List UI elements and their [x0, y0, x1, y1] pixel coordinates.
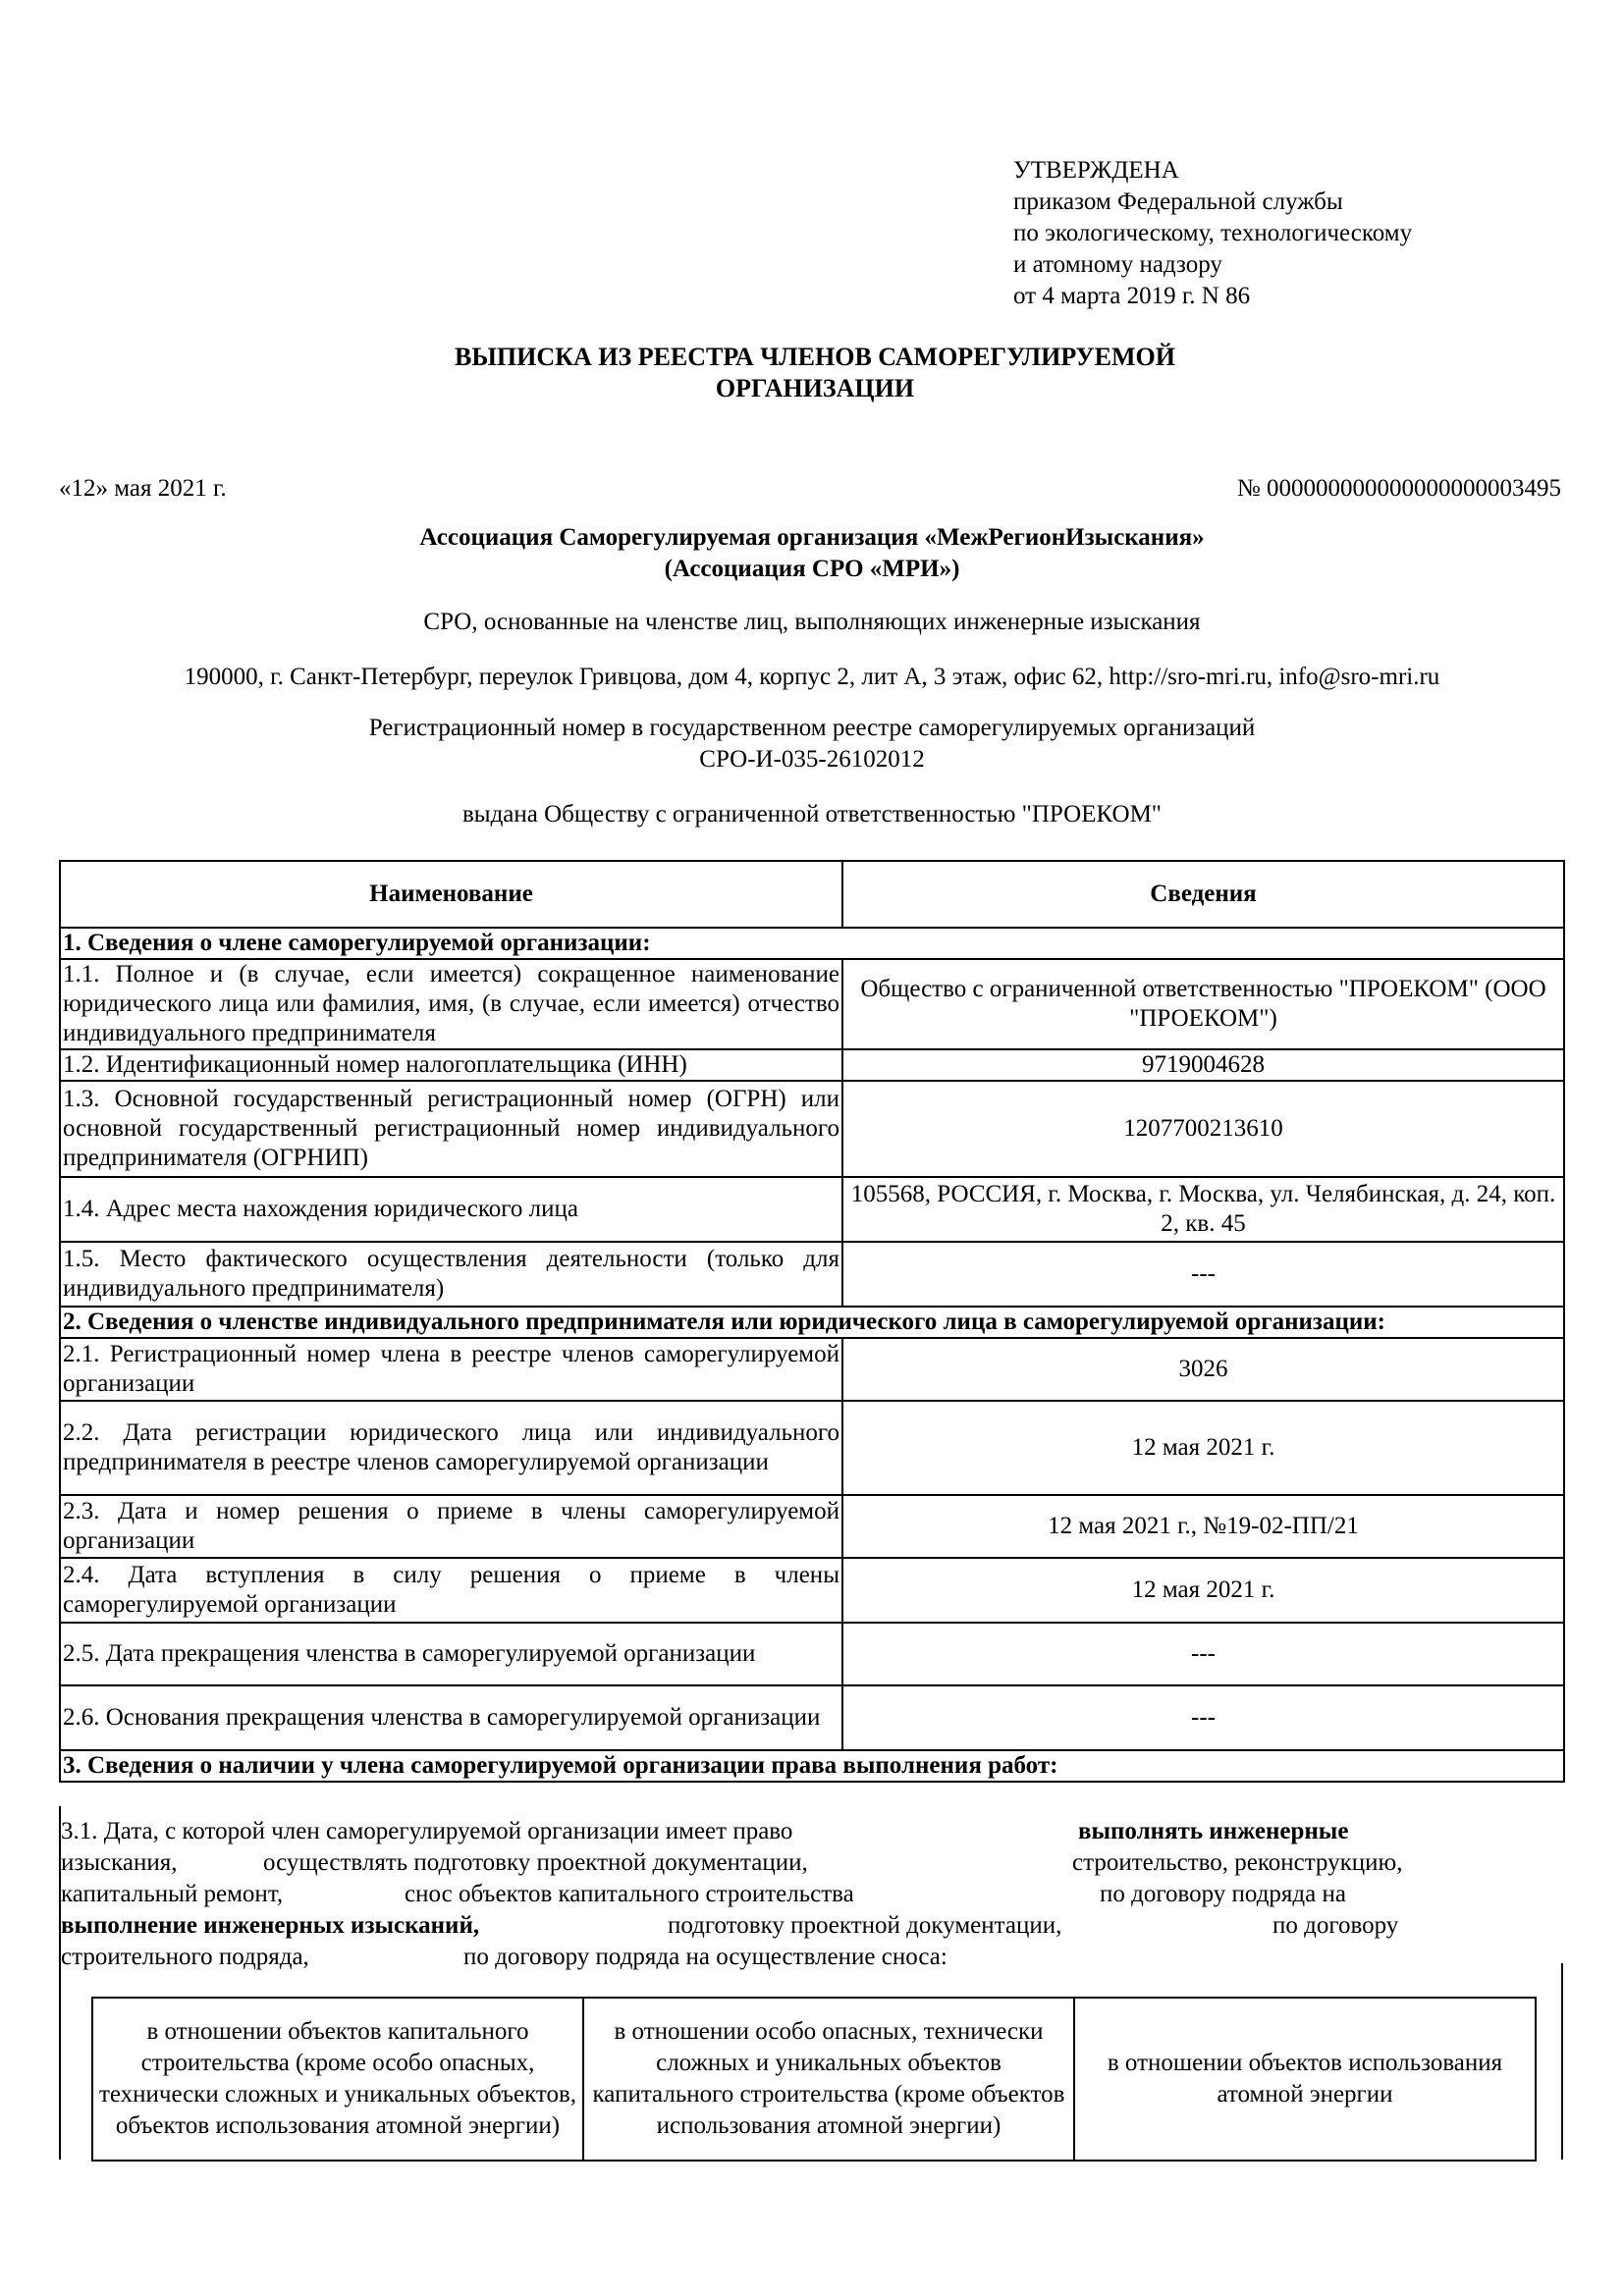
- para-text: осуществлять подготовку проектной документации,: [263, 1849, 808, 1876]
- table-header-row: [60, 861, 1564, 928]
- issue-info: [59, 473, 1561, 505]
- table-row: [60, 1049, 1564, 1081]
- para-text: снос объектов капитального строительства: [405, 1881, 854, 1907]
- para-bold-text: выполнение инженерных изысканий,: [61, 1912, 480, 1939]
- row-1-5-name: 1.5. Место фактического осуществления деятельности (только для индивидуального предпринимателя): [60, 1242, 842, 1307]
- row-2-3-value: 12 мая 2021 г., №19-02-ПП/21: [842, 1495, 1564, 1558]
- approval-line-4: и атомному надзору: [1013, 251, 1222, 278]
- table-row: [60, 1242, 1564, 1307]
- subtable-col-3: в отношении объектов использования атомной энергии: [1074, 1998, 1536, 2161]
- para-text: изыскания,: [61, 1849, 178, 1876]
- org-reg-number: СРО-И-035-26102012: [699, 746, 925, 773]
- row-1-4-value: 105568, РОССИЯ, г. Москва, г. Москва, ул. Челябинская, д. 24, коп. 2, кв. 45: [842, 1177, 1564, 1242]
- row-1-4-name: 1.4. Адрес места нахождения юридического лица: [60, 1177, 842, 1242]
- approval-line-1: УТВЕРЖДЕНА: [1013, 157, 1179, 184]
- org-short-name: (Ассоциация СРО «МРИ»): [664, 556, 960, 582]
- row-1-1-name: 1.1. Полное и (в случае, если имеется) сокращенное наименование юридического лица или фамилия, имя, (в случае, если имеется) отчество индивидуального предпринимателя: [60, 959, 842, 1049]
- para-text: строительство, реконструкцию,: [1072, 1849, 1403, 1876]
- table-row: [60, 1338, 1564, 1401]
- org-type: СРО, основанные на членстве лиц, выполняющих инженерные изыскания: [423, 609, 1201, 635]
- org-reg-label: Регистрационный номер в государственном реестре саморегулируемых организаций: [368, 715, 1256, 741]
- row-1-2-value: 9719004628: [842, 1049, 1564, 1081]
- right-border-line: [1561, 1963, 1563, 2160]
- table-row: [60, 1081, 1564, 1177]
- row-2-4-value: 12 мая 2021 г.: [842, 1558, 1564, 1623]
- row-2-2-value: 12 мая 2021 г.: [842, 1401, 1564, 1495]
- header-name: Наименование: [60, 861, 842, 928]
- row-2-1-name: 2.1. Регистрационный номер члена в реестре членов саморегулируемой организации: [60, 1338, 842, 1401]
- row-2-4-name: 2.4. Дата вступления в силу решения о приеме в члены саморегулируемой организации: [60, 1558, 842, 1623]
- table-row: [60, 1685, 1564, 1750]
- section-row: [60, 928, 1564, 959]
- para-text: по договору подряда на осуществление сноса:: [463, 1944, 947, 1970]
- table-row: [60, 1401, 1564, 1495]
- document-title: [295, 342, 1335, 404]
- row-2-5-name: 2.5. Дата прекращения членства в саморегулируемой организации: [60, 1623, 842, 1685]
- section-3-title: 3. Сведения о наличии у члена саморегулируемой организации права выполнения работ:: [60, 1750, 1564, 1782]
- row-1-3-name: 1.3. Основной государственный регистрационный номер (ОГРН) или основной государственный регистрационный номер индивидуального предпринимателя (ОГРНИП): [60, 1081, 842, 1177]
- approval-line-2: приказом Федеральной службы: [1013, 188, 1343, 215]
- row-2-6-name: 2.6. Основания прекращения членства в саморегулируемой организации: [60, 1685, 842, 1750]
- row-2-1-value: 3026: [842, 1338, 1564, 1401]
- table-row: [60, 1177, 1564, 1242]
- row-2-3-name: 2.3. Дата и номер решения о приеме в члены саморегулируемой организации: [60, 1495, 842, 1558]
- table-row: [60, 959, 1564, 1049]
- table-row: [60, 1623, 1564, 1685]
- row-1-1-value: Общество с ограниченной ответственностью "ПРОЕКОМ" (ООО "ПРОЕКОМ"): [842, 959, 1564, 1049]
- row-2-5-value: ---: [842, 1623, 1564, 1685]
- header-value: Сведения: [842, 861, 1564, 928]
- para-text: по договору подряда на: [1100, 1881, 1346, 1907]
- title-line-1: ВЫПИСКА ИЗ РЕЕСТРА ЧЛЕНОВ САМОРЕГУЛИРУЕМОЙ: [455, 343, 1175, 371]
- subtable-col-2: в отношении особо опасных, технически сложных и уникальных объектов капитального строительства (кроме объектов использования атомной энергии): [583, 1998, 1074, 2161]
- issue-date: «12» мая 2021 г.: [59, 475, 227, 502]
- row-2-6-value: ---: [842, 1685, 1564, 1750]
- section-2-title: 2. Сведения о членстве индивидуального предпринимателя или юридического лица в саморегулируемой организации:: [60, 1307, 1564, 1338]
- table-row: [92, 1998, 1536, 2161]
- approval-line-5: от 4 марта 2019 г. N 86: [1013, 283, 1251, 309]
- para-text: строительного подряда,: [61, 1944, 309, 1970]
- para-text: капитальный ремонт,: [61, 1881, 284, 1907]
- rights-subtable: [91, 1997, 1537, 2162]
- section-row: [60, 1307, 1564, 1338]
- issued-to: выдана Обществу с ограниченной ответственностью "ПРОЕКОМ": [461, 801, 1163, 828]
- row-1-3-value: 1207700213610: [842, 1081, 1564, 1177]
- register-table: [59, 860, 1565, 1783]
- approval-line-3: по экологическому, технологическому: [1013, 220, 1413, 246]
- para-text: 3.1. Дата, с которой член саморегулируемой организации имеет право: [61, 1818, 793, 1844]
- issue-number: № 000000000000000000003495: [1236, 475, 1561, 502]
- org-name: Ассоциация Саморегулируемая организация «МежРегионИзыскания»: [419, 524, 1205, 551]
- approval-block: [1013, 155, 1563, 312]
- table-row: [60, 1495, 1564, 1558]
- row-2-2-name: 2.2. Дата регистрации юридического лица или индивидуального предпринимателя в реестре членов саморегулируемой организации: [60, 1401, 842, 1495]
- table-row: [60, 1558, 1564, 1623]
- para-text: подготовку проектной документации,: [668, 1912, 1062, 1939]
- title-line-2: ОРГАНИЗАЦИИ: [715, 374, 915, 402]
- section-1-title: 1. Сведения о члене саморегулируемой организации:: [60, 928, 1564, 959]
- rights-paragraph: [61, 1816, 1563, 1973]
- row-1-5-value: ---: [842, 1242, 1564, 1307]
- para-bold-text: выполнять инженерные: [1078, 1818, 1349, 1844]
- row-1-2-name: 1.2. Идентификационный номер налогоплательщика (ИНН): [60, 1049, 842, 1081]
- subtable-col-1: в отношении объектов капитального строительства (кроме особо опасных, технически сложных и уникальных объектов, объектов использования атомной энергии): [92, 1998, 583, 2161]
- org-address: 190000, г. Санкт-Петербург, переулок Гривцова, дом 4, корпус 2, лит А, 3 этаж, офис 62, http://sro-mri.ru, info@sro-mri.ru: [184, 664, 1440, 690]
- para-text: по договору: [1272, 1912, 1399, 1939]
- section-row: [60, 1750, 1564, 1782]
